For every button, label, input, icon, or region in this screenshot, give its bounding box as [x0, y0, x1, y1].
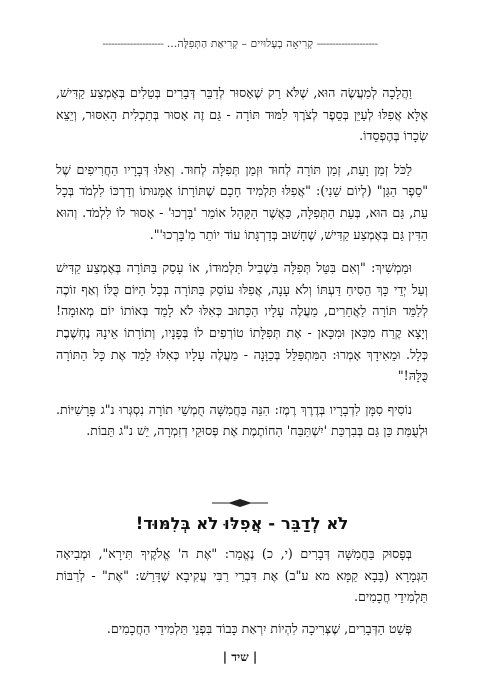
header-dashes-left: -------------------- — [102, 38, 164, 50]
page-number — [0, 650, 480, 665]
header-dashes-right: -------------------- — [316, 38, 378, 50]
paragraph-2: לַכֹּל זְמַן וָעֵת, זְמַן תּוֹרָה לְחוּד וּזְמַן תְּפִלָּה לְחוּד. וְאֵלּוּ דְּבָרָיו הַחֲרִיפִים שֶׁל "סֵפֶר הַגַּן" (לְיוֹם שֵׁנִי): "אֲפִלּוּ תַּלְמִיד חָכָם שֶׁתּוֹרָתוֹ אֻמָּנוּתוֹ וְדַרְכּוֹ לִלְמֹד בְּכָל עֵת, גַּם הוּא, בְּעֵת הַתְּפִלָּה, כַּאֲשֶׁר הַקָּהָל אוֹמֵר 'בָּרְכוּ' - אָסוּר לוֹ לִלְמֹד. וְהוּא הַדִּין גַּם בְּאֶמְצַע קַדִּישׁ, שֶׁחָשׁוּב בְּדַרְגָּתוֹ עוֹד יוֹתֵר מִ'בָּרְכוּ'". — [56, 161, 428, 242]
body-text — [56, 82, 428, 452]
paragraph-3: וּמַמְשִׁיךְ: "וְאִם בִּטֵּל תְּפִלָּה בִּשְׁבִיל תַּלְמוּדוֹ, אוֹ עָסַק בַּתּוֹרָה בְּאֶמְצַע קַדִּישׁ וְעַל יְדֵי כָּךְ הֵסִיחַ דַּעְתּוֹ וְלֹא עָנָה, אֲפִלּוּ עוֹסֵק בַּתּוֹרָה בְּכָל הַיּוֹם כֻּלּוֹ וְאַף זוֹכֶה לְלַמֵּד תּוֹרָה לַאֲחֵרִים, מַעֲלֶה עָלָיו הַכָּתוּב כְּאִלּוּ לֹא לָמַד בְּאוֹתוֹ יוֹם מְאוּמָה! וְיָצָא קֶרַח מִכָּאן וּמִכָּאן - אֶת תְּפִלָּתוֹ טוֹרְפִים לוֹ בְּפָנָיו, וְתוֹרָתוֹ אֵינָהּ נֶחְשֶׁבֶת כְּלָל. וּמֵאִידָךְ אָמְרוּ: הַמִּתְפַּלֵּל בְּכַוָּנָה - מַעֲלֶה עָלָיו כְּאִלּוּ לָמַד אֶת כָּל הַתּוֹרָה כֻּלָּהּ!" — [56, 260, 429, 384]
section-divider-ornament — [210, 497, 270, 509]
header-title: קְרִיאָה בְעָלוּיִים – קְרִיאַת הַתְּפִלָּה... — [166, 38, 314, 50]
page-number-bar-right: | — [252, 650, 258, 664]
section-body-text — [56, 543, 428, 649]
section-paragraph-1: בְּפָסוּק בַּחֲמִשָּׁה דְּבָרִים (י, כ) נֶאֱמַר: "אֶת ה' אֱלֹקֶיךָ תִּירָא", וּמְבִיאָה הַגְּמָרָא (בָּבָא קַמָּא מא ע"ב) אֶת דִּבְרֵי רַבִּי עֲקִיבָא שֶׁדָּרַשׁ: "אֶת" - לְרַבּוֹת תַּלְמִידֵי חֲכָמִים. — [56, 546, 428, 605]
page-number-value: שיד — [231, 650, 249, 664]
section-heading: לֹא לְדַבֵּר - אֲפִלּוּ לֹא בְּלִמּוּד! — [135, 514, 349, 533]
paragraph-1: וַהֲלָכָה לְמַעֲשֶׂה הוּא, שֶׁלֹּא רַק שֶׁאָסוּר לְדַבֵּר דְּבָרִים בְּטֵלִים בְּאֶמְצַע קַדִּישׁ, אֶלָּא אֲפִלּוּ לְעַיֵּן בְּסֵפֶר לְצֹרֶךְ לִמּוּד תּוֹרָה - גַּם זֶה אָסוּר בְּתַכְלִית הָאִסּוּר, וְיֵצֵא שְׂכָרוֹ בְּהֶפְסֵדוֹ. — [56, 85, 428, 144]
running-header — [50, 38, 430, 50]
page-number-bar-left: | — [222, 650, 228, 664]
paragraph-4: נוֹסִיף סִמָּן לִדְבָרָיו בְּדֶרֶךְ רֶמֶז: הִנֵּה בַּחֲמִשָּׁה חֻמְשֵׁי תוֹרָה נִסְגְּרוּ נ"ג פָּרָשִׁיּוֹת. וּלְעֻמַּת כֵּן גַּם בְּבִרְכַּת 'יִשְׁתַּבַּח' הַחוֹתֶמֶת אֶת פְּסוּקֵי דְזִמְרָה, יֵשׁ נ"ג תֵּבוֹת. — [56, 401, 428, 439]
section-paragraph-2: פְּשַׁט הַדְּבָרִים, שֶׁצְּרִיכָה לִהְיוֹת יִרְאַת כָּבוֹד בִּפְנֵי תַּלְמִידֵי הַחֲכָמִים. — [106, 620, 412, 636]
